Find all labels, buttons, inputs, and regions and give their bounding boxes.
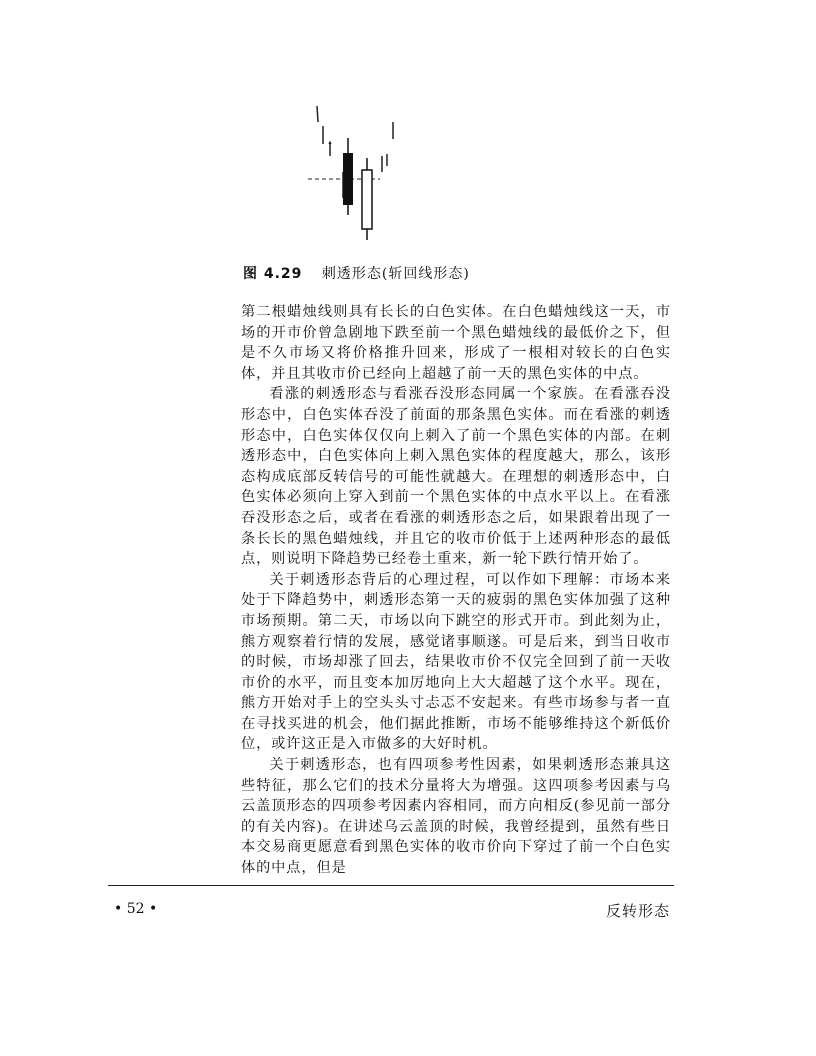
paragraph: 关于刺透形态，也有四项参考性因素，如果刺透形态兼具这些特征，那么它们的技术分量将大为增强。这四项参考因素与乌云盖顶形态的四项参考因素内容相同，而方向相反(参见前一部分的有关内容)。在讲述乌云盖顶的时候，我曾经提到，虽然有些日本交易商更愿意看到黑色实体的收市价向下穿过了前一个白色实体的中点，但是 xyxy=(241,757,671,877)
body-text xyxy=(241,302,671,879)
white-candle-body xyxy=(362,170,372,229)
figure-number: 图 4.29 xyxy=(243,266,303,282)
footer-divider xyxy=(108,885,674,886)
section-title: 反转形态 xyxy=(605,902,670,920)
page-number: • 52 • xyxy=(114,901,158,917)
black-candle-body xyxy=(343,153,353,205)
figure-title: 刺透形态(斩回线形态) xyxy=(321,266,470,282)
trend-tick-1 xyxy=(317,106,318,122)
candlestick-piercing-pattern-icon xyxy=(300,100,420,250)
figure-caption xyxy=(243,263,470,283)
candlestick-figure xyxy=(300,100,420,250)
paragraph: 看涨的刺透形态与看涨吞没形态同属一个家族。在看涨吞没形态中，白色实体吞没了前面的那条黑色实体。而在看涨的刺透形态中，白色实体仅仅向上刺入了前一个黑色实体的内部。在刺透形态中，白色实体向上刺入黑色实体的程度越大，那么，该形态构成底部反转信号的可能性就越大。在理想的刺透形态中，白色实体必须向上穿入到前一个黑色实体的中点水平以上。在看涨吞没形态之后，或者在看涨的刺透形态之后，如果跟着出现了一条长长的黑色蜡烛线，并且它的收市价低于上述两种形态的最低点，则说明下降趋势已经卷土重来，新一轮下跌行情开始了。 xyxy=(241,386,671,568)
paragraph: 关于刺透形态背后的心理过程，可以作如下理解：市场本来处于下降趋势中，刺透形态第一天的疲弱的黑色实体加强了这种市场预期。第二天，市场以向下跳空的形式开市。到此刻为止，熊方观察着行情的发展，感觉诸事顺遂。可是后来，到当日收市的时候，市场却涨了回去，结果收市价不仅完全回到了前一天收市价的水平，而且变本加厉地向上大大超越了这个水平。现在，熊方开始对手上的空头头寸忐忑不安起来。有些市场参与者一直在寻找买进的机会，他们据此推断，市场不能够维持这个新低价位，或许这正是入市做多的大好时机。 xyxy=(241,571,671,753)
paragraph: 第二根蜡烛线则具有长长的白色实体。在白色蜡烛线这一天，市场的开市价曾急剧地下跌至前一个黑色蜡烛线的最低价之下，但是不久市场又将价格推升回来，形成了一根相对较长的白色实体，并且其收市价已经向上超越了前一天的黑色实体的中点。 xyxy=(241,304,671,382)
